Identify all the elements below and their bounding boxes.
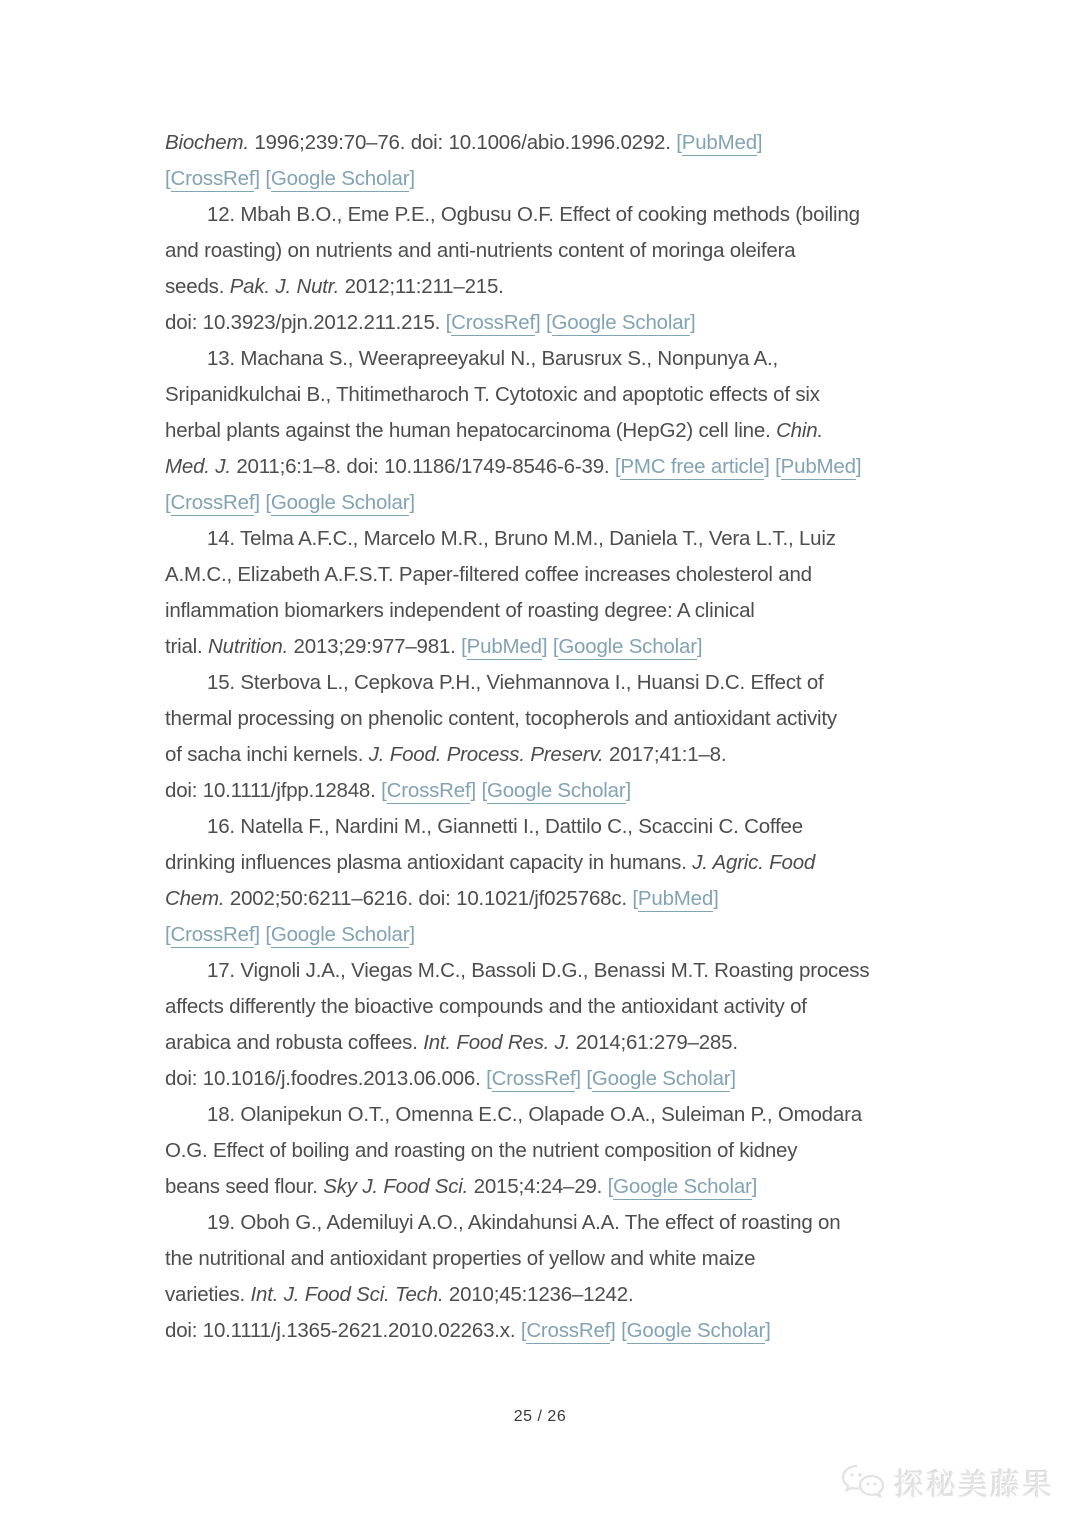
ref-line <box>165 809 965 845</box>
ref-line <box>165 1169 965 1205</box>
journal-name: Pak. J. Nutr. <box>229 275 340 298</box>
ref-line <box>165 269 965 305</box>
ref-line <box>165 593 965 629</box>
link-crossref[interactable]: [CrossRef] <box>165 923 260 946</box>
reference-item <box>165 953 965 1097</box>
link-pubmed[interactable]: [PubMed] <box>676 131 763 154</box>
ref-text: 2014;61:279–285. <box>570 1031 738 1054</box>
ref-line <box>165 629 965 665</box>
ref-text: doi: 10.1111/jfpp.12848. <box>165 779 382 802</box>
ref-text: 15. Sterbova L., Cepkova P.H., Viehmannova I., Huansi D.C. Effect of <box>207 671 824 694</box>
ref-line <box>165 485 965 521</box>
ref-line <box>165 1133 965 1169</box>
ref-text: and roasting) on nutrients and anti-nutrients content of moringa oleifera <box>165 239 796 262</box>
link-google-scholar[interactable]: [Google Scholar] <box>552 635 703 658</box>
ref-text: 19. Oboh G., Ademiluyi A.O., Akindahunsi A.A. The effect of roasting on <box>207 1211 841 1234</box>
ref-line <box>165 1205 965 1241</box>
ref-text: doi: 10.1111/j.1365-2621.2010.02263.x. <box>165 1319 521 1342</box>
ref-text: arabica and robusta coffees. <box>165 1031 424 1054</box>
journal-name: Sky J. Food Sci. <box>323 1175 469 1198</box>
ref-line <box>165 341 965 377</box>
ref-line <box>165 773 965 809</box>
watermark-label: 探秘美藤果 <box>894 1468 1054 1503</box>
ref-text: Sripanidkulchai B., Thitimetharoch T. Cytotoxic and apoptotic effects of six <box>165 383 820 406</box>
journal-name: J. Agric. Food <box>692 851 816 874</box>
ref-line <box>165 1061 965 1097</box>
link-google-scholar[interactable]: [Google Scholar] <box>265 167 415 190</box>
ref-line <box>165 1241 965 1277</box>
ref-line <box>165 125 965 161</box>
link-crossref[interactable]: [CrossRef] <box>445 311 541 334</box>
ref-text: doi: 10.3923/pjn.2012.211.215. <box>165 311 446 334</box>
ref-text: drinking influences plasma antioxidant capacity in humans. <box>165 851 693 874</box>
link-google-scholar[interactable]: [Google Scholar] <box>607 1175 758 1198</box>
journal-name: Int. Food Res. J. <box>423 1031 571 1054</box>
ref-line <box>165 1277 965 1313</box>
journal-name: Med. J. <box>165 455 231 478</box>
references-list <box>165 125 965 1349</box>
ref-text: 2015;4:24–29. <box>468 1175 608 1198</box>
link-crossref[interactable]: [CrossRef] <box>381 779 476 802</box>
wechat-icon <box>840 1463 886 1501</box>
reference-item <box>165 341 965 521</box>
ref-line <box>165 377 965 413</box>
journal-name: Chin. <box>776 419 823 442</box>
ref-text: the nutritional and antioxidant properties of yellow and white maize <box>165 1247 756 1270</box>
watermark <box>840 1460 1054 1504</box>
ref-text: thermal processing on phenolic content, tocopherols and antioxidant activity <box>165 707 837 730</box>
reference-item <box>165 197 965 341</box>
link-pubmed[interactable]: [PubMed] <box>775 455 862 478</box>
ref-line <box>165 845 965 881</box>
journal-name: Biochem. <box>165 131 249 154</box>
ref-line <box>165 449 965 485</box>
ref-text: 2013;29:977–981. <box>288 635 462 658</box>
reference-item <box>165 521 965 665</box>
ref-line <box>165 521 965 557</box>
ref-text: A.M.C., Elizabeth A.F.S.T. Paper-filtered coffee increases cholesterol and <box>165 563 812 586</box>
ref-text: 2011;6:1–8. doi: 10.1186/1749-8546-6-39. <box>230 455 615 478</box>
ref-text: 12. Mbah B.O., Eme P.E., Ogbusu O.F. Effect of cooking methods (boiling <box>207 203 860 226</box>
link-google-scholar[interactable]: [Google Scholar] <box>586 1067 736 1090</box>
ref-line <box>165 953 965 989</box>
ref-text: of sacha inchi kernels. <box>165 743 369 766</box>
ref-text: 1996;239:70–76. doi: 10.1006/abio.1996.0292. <box>248 131 677 154</box>
link-pubmed[interactable]: [PubMed] <box>632 887 719 910</box>
ref-line <box>165 197 965 233</box>
journal-name: Chem. <box>165 887 225 910</box>
link-google-scholar[interactable]: [Google Scholar] <box>481 779 631 802</box>
link-pubmed[interactable]: [PubMed] <box>461 635 548 658</box>
ref-text: 2002;50:6211–6216. doi: 10.1021/jf025768c. <box>224 887 633 910</box>
ref-line <box>165 557 965 593</box>
link-google-scholar[interactable]: [Google Scholar] <box>265 923 415 946</box>
ref-line <box>165 233 965 269</box>
ref-line <box>165 413 965 449</box>
ref-line <box>165 1025 965 1061</box>
ref-text: doi: 10.1016/j.foodres.2013.06.006. <box>165 1067 487 1090</box>
link-google-scholar[interactable]: [Google Scholar] <box>546 311 696 334</box>
link-crossref[interactable]: [CrossRef] <box>165 491 260 514</box>
ref-text: inflammation biomarkers independent of roasting degree: A clinical <box>165 599 755 622</box>
link-google-scholar[interactable]: [Google Scholar] <box>265 491 415 514</box>
ref-text: 2010;45:1236–1242. <box>443 1283 634 1306</box>
ref-text: trial. <box>165 635 209 658</box>
ref-text: herbal plants against the human hepatocarcinoma (HepG2) cell line. <box>165 419 777 442</box>
link-pmc-free-article[interactable]: [PMC free article] <box>614 455 770 478</box>
ref-line <box>165 1313 965 1349</box>
link-crossref[interactable]: [CrossRef] <box>165 167 260 190</box>
link-crossref[interactable]: [CrossRef] <box>486 1067 581 1090</box>
ref-line <box>165 161 965 197</box>
reference-item <box>165 809 965 953</box>
ref-text: beans seed flour. <box>165 1175 324 1198</box>
ref-text: seeds. <box>165 275 230 298</box>
ref-text: 13. Machana S., Weerapreeyakul N., Barusrux S., Nonpunya A., <box>207 347 779 370</box>
ref-line <box>165 305 965 341</box>
reference-item <box>165 1205 965 1349</box>
page-number: 25 / 26 <box>513 1408 567 1425</box>
ref-line <box>165 1097 965 1133</box>
ref-text: varieties. <box>165 1283 251 1306</box>
ref-line <box>165 737 965 773</box>
reference-item <box>165 1097 965 1205</box>
journal-name: J. Food. Process. Preserv. <box>368 743 604 766</box>
ref-text: affects differently the bioactive compounds and the antioxidant activity of <box>165 995 807 1018</box>
reference-item <box>165 665 965 809</box>
journal-name: Int. J. Food Sci. Tech. <box>250 1283 444 1306</box>
ref-line <box>165 701 965 737</box>
ref-text: 16. Natella F., Nardini M., Giannetti I., Dattilo C., Scaccini C. Coffee <box>207 815 803 838</box>
journal-name: Nutrition. <box>208 635 289 658</box>
ref-line <box>165 881 965 917</box>
link-crossref[interactable]: [CrossRef] <box>520 1319 616 1342</box>
ref-line <box>165 665 965 701</box>
ref-text: O.G. Effect of boiling and roasting on the nutrient composition of kidney <box>165 1139 798 1162</box>
ref-text: 2012;11:211–215. <box>339 275 504 298</box>
link-google-scholar[interactable]: [Google Scholar] <box>621 1319 771 1342</box>
ref-text: 18. Olanipekun O.T., Omenna E.C., Olapade O.A., Suleiman P., Omodara <box>207 1103 862 1126</box>
ref-text: 2017;41:1–8. <box>603 743 727 766</box>
reference-item <box>165 125 965 197</box>
ref-line <box>165 989 965 1025</box>
ref-text: 17. Vignoli J.A., Viegas M.C., Bassoli D.G., Benassi M.T. Roasting process <box>207 959 870 982</box>
ref-line <box>165 917 965 953</box>
ref-text: 14. Telma A.F.C., Marcelo M.R., Bruno M.M., Daniela T., Vera L.T., Luiz <box>207 527 836 550</box>
